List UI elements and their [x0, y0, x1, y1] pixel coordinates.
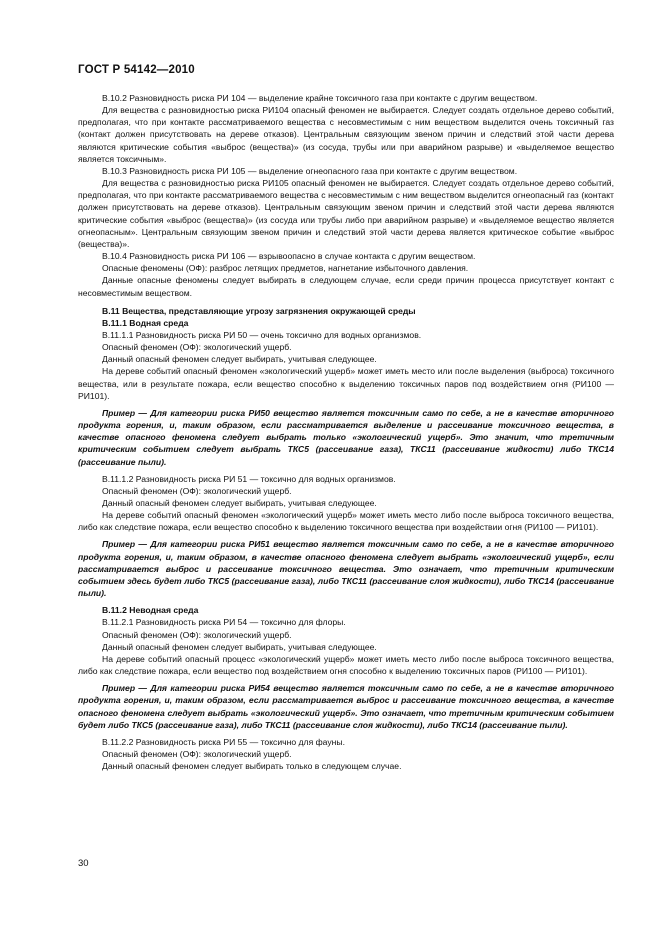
paragraph: Для вещества с разновидностью риска РИ105 опасный феномен не выбирается. Следует создать отдельное дерево событий, предполагая, что при контакте рассматриваемого вещества с несовместимым с ним веществом выделится огнеопасный газ (контакт должен присутствовать на дереве отказов). Центральным связующим звеном причин и следствий этой части дерева являются критические события «выброс (вещества)» (из сосуда или трубы либо при аварийном разрыве) и «выделяемое вещество является огнеопасным». Центральным связующим звеном причин и следствий этой части дерева является критическое событие «выброс (вещества)». — [78, 178, 614, 249]
paragraph: Опасные феномены (ОФ): разброс летящих предметов, нагнетание избыточного давления. — [102, 263, 469, 274]
example-paragraph: Пример — Для категории риска РИ50 вещество является токсичным само по себе, а не в качестве вторичного продукта горения, и, таким образом, если рассматривается выделение и рассеивание токсичного вещества, в качестве опасного феномена следует выбрать только «экологический ущерб». Это значит, что третичным критическим событием следует выбрать ТКС5 (рассеивание газа), ТКС11 (рассеивание жидкости) либо ТКС14 (рассеивание пыли). — [78, 407, 614, 467]
paragraph: В.10.3 Разновидность риска РИ 105 — выделение огнеопасного газа при контакте с другим веществом. — [102, 165, 518, 176]
subsection-heading: В.11.2 Неводная среда — [102, 605, 199, 616]
paragraph: Данный опасный феномен следует выбирать, учитывая следующее. — [102, 641, 377, 652]
paragraph: Данные опасные феномены следует выбирать в следующем случае, если среди причин процесса присутствует контакт с несовместимым веществом. — [78, 275, 614, 298]
paragraph: В.11.2.1 Разновидность риска РИ 54 — токсично для флоры. — [102, 617, 346, 628]
paragraph: Для вещества с разновидностью риска РИ104 опасный феномен не выбирается. Следует создать отдельное дерево событий, предполагая, что при контакте рассматриваемого вещества с несовместимым с ним веществом выделится очень токсичный газ (контакт должен присутствовать на дереве отказов). Центральным связующим звеном причин и следствий этой части дерева являются критические события «выброс (вещества)» (из сосуда, трубы или при аварийном разрыве) и «выделяемое вещество является токсичным». — [78, 105, 614, 164]
example-paragraph: Пример — Для категории риска РИ54 вещество является токсичным само по себе, а не в качестве вторичного продукта горения, и, таким образом, если рассматривается выброс и рассеивание токсичного вещества, в качестве опасного феномена следует выбрать «экологический ущерб». Это означает, что третичным критическим событием будет либо ТКС5 (рассеивание газа), либо ТКС11 (рассеивание слоя жидкости), либо ТКС14 (рассеивание пыли). — [78, 683, 614, 730]
document-header: ГОСТ Р 54142—2010 — [78, 64, 195, 76]
paragraph: Опасный феномен (ОФ): экологический ущерб. — [102, 629, 292, 640]
paragraph: На дереве событий опасный феномен «экологический ущерб» может иметь место или после выделения (выброса) токсичного вещества, или в результате пожара, если вещество способно к выделению токсичных паров под воздействием огня (РИ100 — РИ101). — [78, 366, 614, 401]
paragraph: Данный опасный феномен следует выбирать только в следующем случае. — [102, 761, 402, 772]
paragraph: На дереве событий опасный процесс «экологический ущерб» может иметь место либо после выброса токсичного вещества, либо как следствие пожара, если вещество под воздействием огня способно к выделению токсичных паров (РИ100 — РИ101). — [78, 653, 614, 677]
paragraph: Данный опасный феномен следует выбирать, учитывая следующее. — [102, 498, 377, 508]
section-heading: В.11 Вещества, представляющие угрозу загрязнения окружающей среды — [102, 305, 416, 316]
paragraph: В.11.2.2 Разновидность риска РИ 55 — токсично для фауны. — [102, 736, 345, 747]
example-paragraph: Пример — Для категории риска РИ51 вещество является токсичным само по себе, а не в качестве вторичного продукта горения, и, таким образом, в качестве опасного феномена следует выбрать «экологический ущерб», если рассматривается выброс и рассеивание токсичного вещества. Это означает, что третичным критическим событием здесь будет либо ТКС5 (рассеивание газа), либо ТКС11 (рассеивание слоя жидкости), либо ТКС14 (рассеивание пыли). — [78, 539, 614, 599]
subsection-heading: В.11.1 Водная среда — [102, 317, 189, 328]
page-number: 30 — [78, 858, 89, 869]
paragraph: В.10.2 Разновидность риска РИ 104 — выделение крайне токсичного газа при контакте с другим веществом. — [102, 93, 538, 103]
paragraph: На дереве событий опасный феномен «экологический ущерб» может иметь место либо после выброса токсичного вещества, либо как следствие пожара, если вещество способно к выделению токсичного вещества при воздействии огня (РИ100 — РИ101). — [78, 510, 614, 533]
paragraph: В.11.1.1 Разновидность риска РИ 50 — очень токсично для водных организмов. — [102, 329, 422, 340]
document-body — [78, 92, 614, 772]
paragraph: В.10.4 Разновидность риска РИ 106 — взрывоопасно в случае контакта с другим веществом. — [102, 251, 476, 262]
paragraph: Опасный феномен (ОФ): экологический ущерб. — [102, 342, 292, 353]
paragraph: Опасный феномен (ОФ): экологический ущерб. — [102, 748, 292, 759]
paragraph: В.11.1.2 Разновидность риска РИ 51 — токсично для водных организмов. — [102, 473, 396, 484]
paragraph: Опасный феномен (ОФ): экологический ущерб. — [102, 485, 292, 496]
paragraph: Данный опасный феномен следует выбирать, учитывая следующее. — [102, 354, 377, 365]
